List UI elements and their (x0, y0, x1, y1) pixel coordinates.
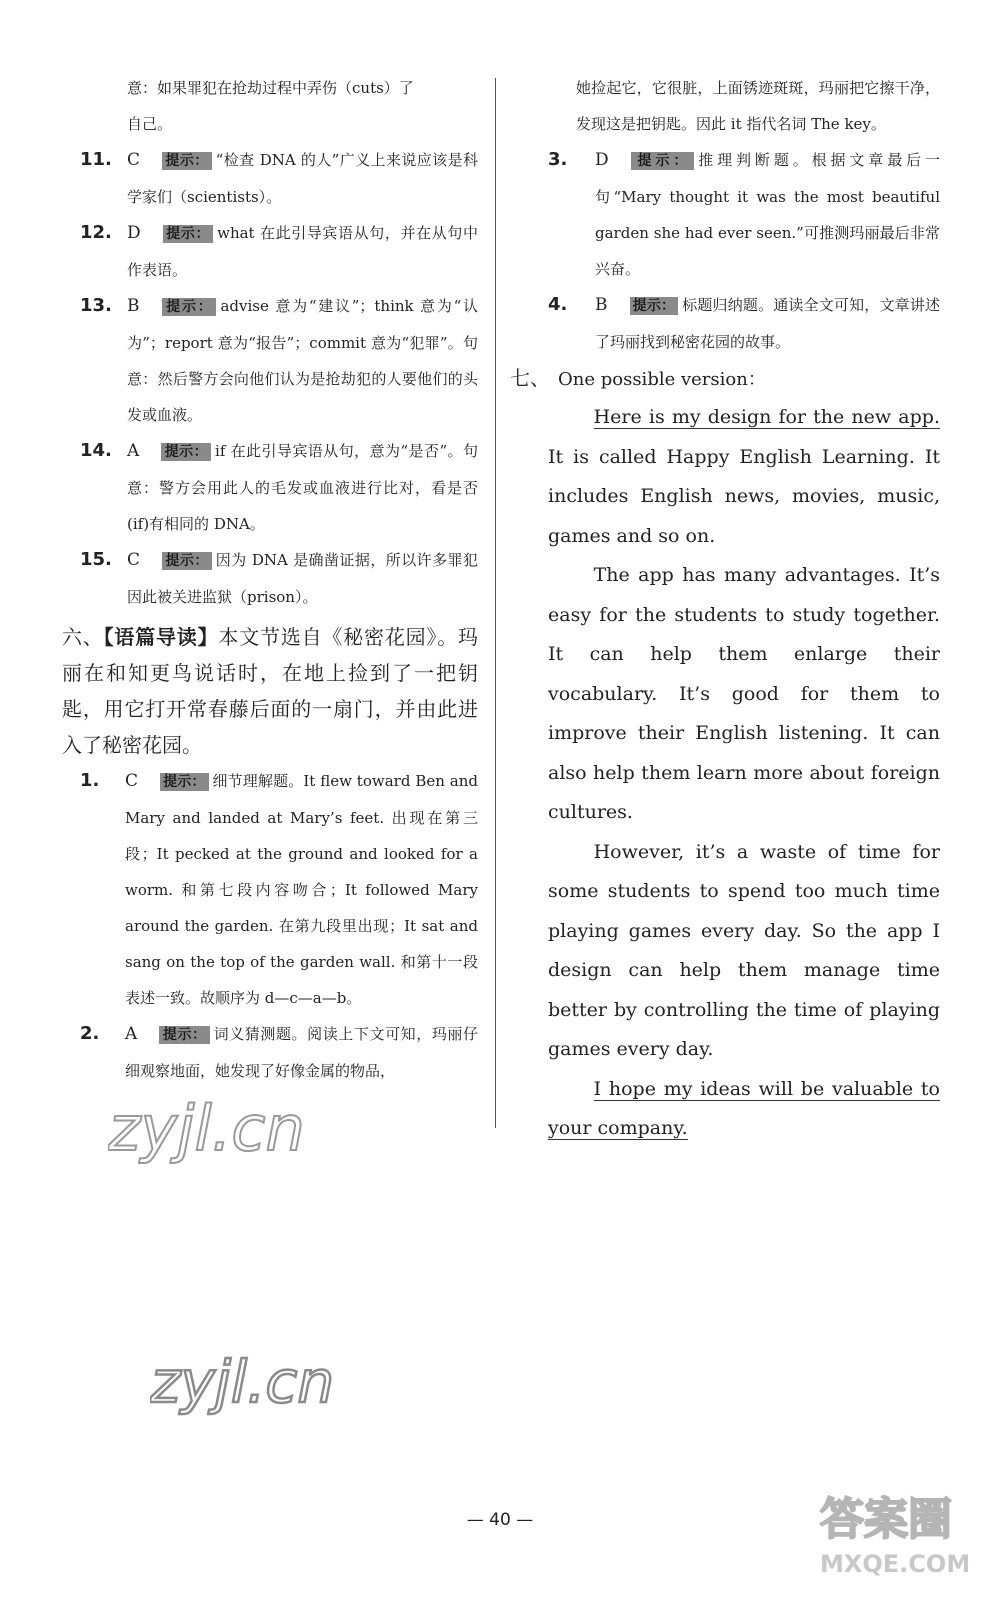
hint-label: 提示： (162, 552, 212, 570)
section-7-heading: 七、 One possible version： (510, 366, 766, 390)
essay-paragraph-4 (548, 1070, 940, 1149)
hint-label: 提示： (161, 443, 211, 461)
continued-text: 意：如果罪犯在抢劫过程中弄伤（cuts）了 自己。 (127, 79, 414, 133)
answer-6-3: 3. D 提示： 推理判断题。根据文章最后一句“Mary thought it was the most beautiful garden she had ever seen.”可推测玛丽最后非常兴奋。 (548, 149, 940, 278)
essay-paragraph-1: Here is my design for the new app. It is called Happy English Learning. It includes English news, movies, music, games and so on. (548, 406, 940, 547)
page-number: — 40 — (466, 1510, 534, 1530)
answer-13: 13. B 提示： advise 意为“建议”；think 意为“认为”；report 意为“报告”；commit 意为“犯罪”。句意：然后警方会向他们认为是抢劫犯的人要他们的头发或血液。 (80, 295, 478, 424)
section-6-guide: 六、【语篇导读】本文节选自《秘密花园》。玛丽在和知更鸟说话时，在地上捡到了一把钥匙，用它打开常春藤后面的一扇门，并由此进入了秘密花园。 (62, 625, 479, 757)
sample-essay (548, 398, 940, 1149)
hint-label: 提示： (163, 225, 213, 243)
underlined-sentence: Here is my design for the new app. (593, 406, 940, 428)
right-column (510, 70, 940, 1149)
column-divider (495, 78, 496, 1128)
answer-6-2: 2. A 提示： 词义猜测题。阅读上下文可知，玛丽仔细观察地面，她发现了好像金属的物品， (80, 1023, 478, 1080)
essay-paragraph-3: However, it’s a waste of time for some students to spend too much time playing games every day. So the app I design can help them manage time better by controlling the time of playing games every day. (548, 840, 940, 1060)
hint-label: 提示： (631, 152, 695, 170)
answer-14: 14. A 提示： if 在此引导宾语从句，意为“是否”。句意：警方会用此人的毛发或血液进行比对，看是否(if)有相同的 DNA。 (80, 440, 478, 533)
underlined-sentence: I hope my ideas will be valuable to your company. (548, 1077, 940, 1139)
left-column (62, 70, 479, 1089)
continued-text-right: 她捡起它，它很脏，上面锈迹斑斑，玛丽把它擦干净，发现这是把钥匙。因此 it 指代名词 The key。 (576, 79, 940, 133)
essay-paragraph-2: The app has many advantages. It’s easy for the students to study together. It can help them enlarge their vocabulary. It’s good for them to improve their English listening. It can also help them learn more about foreign cultures. (548, 564, 940, 823)
svg-text:zyjl.cn: zyjl.cn (108, 1092, 305, 1165)
watermark-logo (150, 1320, 390, 1430)
svg-text:MXQE.COM: MXQE.COM (820, 1550, 971, 1578)
answer-15: 15. C 提示： 因为 DNA 是确凿证据，所以许多罪犯因此被关进监狱（prison）。 (80, 549, 478, 606)
svg-text:zyjl.cn: zyjl.cn (150, 1348, 335, 1416)
hint-label: 提示： (630, 297, 679, 315)
section-6-answers (80, 763, 478, 1089)
answer-11: 11. C 提示： “检查 DNA 的人”广义上来说应该是科学家们（scientists）。 (80, 149, 478, 206)
answer-12: 12. D 提示： what 在此引导宾语从句，并在从句中作表语。 (80, 222, 478, 279)
hint-label: 提示： (159, 1026, 209, 1044)
hint-label: 提示： (162, 152, 212, 170)
svg-text:答案圈: 答案圈 (820, 1494, 952, 1545)
hint-label: 提示： (162, 298, 217, 316)
answer-6-4: 4. B 提示： 标题归纳题。通读全文可知，文章讲述了玛丽找到秘密花园的故事。 (548, 294, 940, 351)
answer-6-1: 1. C 提示： 细节理解题。It flew toward Ben and Mary and landed at Mary’s feet. 出现在第三段；It pecked at the ground and looked for a worm. 和第七段内容吻合；It followed Mary around the garden. 在第九段里出现；It sat and sang on the top of the garden wall. 和第十一段表述一致。故顺序为 d—c—a—b。 (80, 770, 478, 1007)
watermark-logo (108, 1088, 408, 1168)
hint-label: 提示： (160, 773, 209, 791)
